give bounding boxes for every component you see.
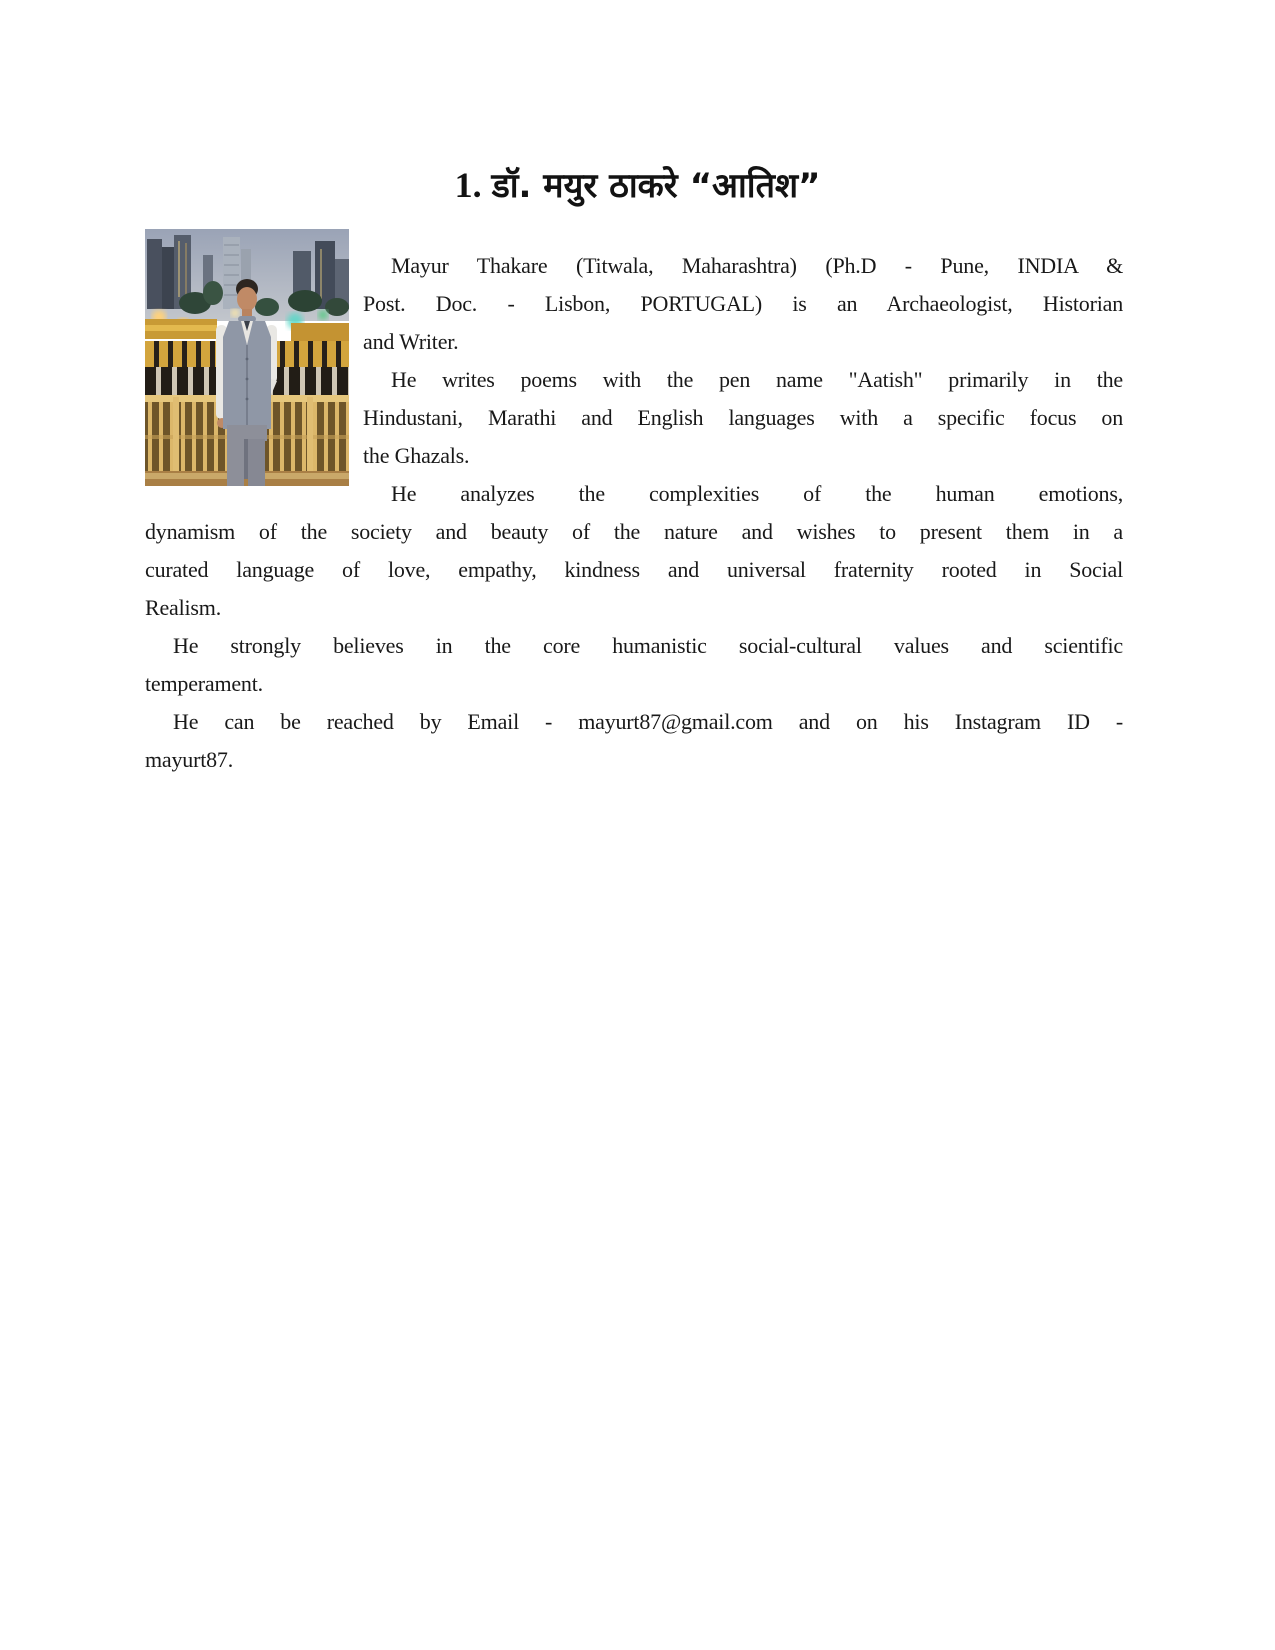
text-line: He can be reached by Email - mayurt87@gmail.com and on his Instagram ID -: [173, 709, 1123, 734]
title-pen-name: “आतिश”: [689, 166, 821, 207]
text-line: temperament.: [145, 671, 263, 696]
text-line: Post. Doc. - Lisbon, PORTUGAL) is an Archaeologist, Historian: [363, 291, 1123, 316]
text-line: mayurt87.: [145, 747, 234, 772]
bio-paragraph: [145, 475, 1123, 627]
text-line: Mayur Thakare (Titwala, Maharashtra) (Ph.D - Pune, INDIA &: [391, 253, 1123, 278]
text-line: curated language of love, empathy, kindness and universal fraternity rooted in Social: [145, 557, 1123, 582]
text-line: He analyzes the complexities of the human emotions,: [391, 481, 1123, 506]
page-title: [0, 159, 1275, 212]
author-photo-illustration: [145, 229, 349, 486]
text-line: He writes poems with the pen name "Aatish" primarily in the: [391, 367, 1123, 392]
title-number: 1.: [454, 165, 482, 206]
text-line: He strongly believes in the core humanistic social-cultural values and scientific: [173, 633, 1123, 658]
bio-paragraph: [145, 627, 1123, 703]
text-line: dynamism of the society and beauty of the nature and wishes to present them in a: [145, 519, 1123, 544]
bio-section: [145, 229, 1123, 779]
title-author-name: डॉ. मयुर ठाकरे: [491, 166, 678, 207]
text-line: Realism.: [145, 595, 222, 620]
author-photo: [145, 229, 349, 486]
text-line: and Writer.: [363, 329, 459, 354]
text-line: the Ghazals.: [363, 443, 470, 468]
bio-paragraph: [145, 703, 1123, 779]
text-line: Hindustani, Marathi and English languages with a specific focus on: [363, 405, 1123, 430]
